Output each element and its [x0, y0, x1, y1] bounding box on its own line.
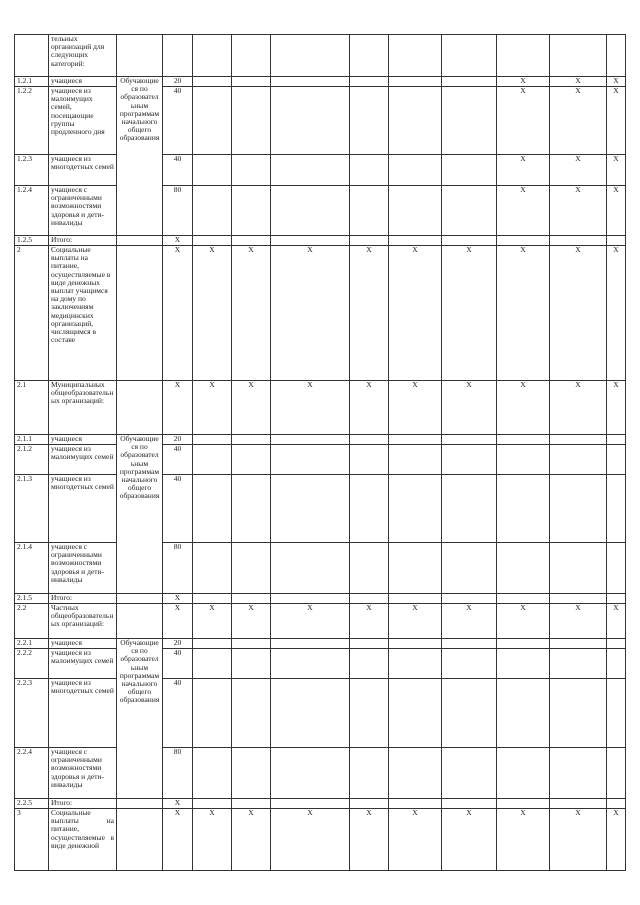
- x-cell: [497, 35, 550, 77]
- row-number: 2.2.5: [15, 799, 49, 809]
- x-cell: X: [497, 381, 550, 435]
- x-cell: [389, 35, 442, 77]
- x-cell: [607, 748, 626, 799]
- x-cell: [350, 35, 389, 77]
- x-cell: [350, 649, 389, 679]
- x-cell: [550, 649, 607, 679]
- x-cell: [193, 748, 232, 799]
- x-cell: [232, 748, 271, 799]
- x-cell: [350, 748, 389, 799]
- row-number: 1.2.2: [15, 87, 49, 155]
- x-cell: X: [550, 809, 607, 871]
- x-cell: X: [550, 246, 607, 381]
- x-cell: [193, 87, 232, 155]
- x-cell: [442, 543, 497, 594]
- x-cell: X: [193, 604, 232, 639]
- row-name: учащиеся из многодетных семей: [49, 475, 117, 543]
- x-cell: X: [193, 809, 232, 871]
- x-cell: [442, 594, 497, 604]
- x-cell: [497, 639, 550, 649]
- percent-cell: X: [163, 604, 193, 639]
- row-number: 2.2.1: [15, 639, 49, 649]
- x-cell: [271, 186, 350, 236]
- table-row: [15, 594, 626, 604]
- x-cell: [550, 679, 607, 748]
- table-body: [15, 35, 626, 871]
- x-cell: [193, 679, 232, 748]
- x-cell: [350, 87, 389, 155]
- x-cell: [193, 35, 232, 77]
- x-cell: [607, 543, 626, 594]
- x-cell: [497, 236, 550, 246]
- x-cell: X: [497, 246, 550, 381]
- category-cell-empty: [117, 381, 163, 435]
- row-number: 2.2.2: [15, 649, 49, 679]
- table-row: [15, 87, 626, 155]
- x-cell: [271, 543, 350, 594]
- x-cell: [442, 186, 497, 236]
- x-cell: [442, 155, 497, 186]
- row-number: 2.1.1: [15, 435, 49, 445]
- x-cell: X: [607, 155, 626, 186]
- row-number: 2.1.4: [15, 543, 49, 594]
- x-cell: [389, 435, 442, 445]
- x-cell: [389, 649, 442, 679]
- x-cell: [389, 475, 442, 543]
- x-cell: [497, 679, 550, 748]
- row-name: учащиеся из малоимущих семей: [49, 649, 117, 679]
- x-cell: [550, 445, 607, 475]
- percent-cell: 20: [163, 435, 193, 445]
- category-cell-empty: [117, 236, 163, 246]
- percent-cell: X: [163, 381, 193, 435]
- table-row: [15, 799, 626, 809]
- row-number: 1.2.4: [15, 186, 49, 236]
- table-row: [15, 155, 626, 186]
- x-cell: X: [271, 809, 350, 871]
- percent-cell: X: [163, 246, 193, 381]
- x-cell: [350, 435, 389, 445]
- percent-cell: 40: [163, 649, 193, 679]
- row-name: учащиеся с ограниченными возможностями здоровья и дети-инвалиды: [49, 186, 117, 236]
- x-cell: X: [442, 381, 497, 435]
- x-cell: X: [497, 77, 550, 87]
- x-cell: [350, 186, 389, 236]
- x-cell: [271, 435, 350, 445]
- row-name: учащиеся с ограниченными возможностями здоровья и дети-инвалиды: [49, 543, 117, 594]
- x-cell: X: [232, 604, 271, 639]
- x-cell: [389, 87, 442, 155]
- x-cell: [607, 594, 626, 604]
- percent-cell: 40: [163, 679, 193, 748]
- x-cell: X: [550, 77, 607, 87]
- x-cell: [550, 475, 607, 543]
- x-cell: [389, 77, 442, 87]
- x-cell: [193, 155, 232, 186]
- x-cell: [389, 679, 442, 748]
- x-cell: [389, 594, 442, 604]
- category-cell-empty: [117, 799, 163, 809]
- x-cell: [350, 679, 389, 748]
- x-cell: [271, 155, 350, 186]
- x-cell: [193, 186, 232, 236]
- x-cell: [232, 77, 271, 87]
- x-cell: [232, 594, 271, 604]
- x-cell: [389, 799, 442, 809]
- x-cell: [193, 77, 232, 87]
- x-cell: [350, 77, 389, 87]
- table-row: [15, 445, 626, 475]
- table-row: [15, 748, 626, 799]
- percent-cell: 20: [163, 639, 193, 649]
- x-cell: [607, 475, 626, 543]
- table-row: [15, 809, 626, 871]
- x-cell: X: [232, 381, 271, 435]
- x-cell: [193, 475, 232, 543]
- x-cell: [607, 679, 626, 748]
- table-row: [15, 246, 626, 381]
- row-name: Муниципальных общеобразовательных организаций:: [49, 381, 117, 435]
- percent-cell: X: [163, 236, 193, 246]
- row-number: [15, 35, 49, 77]
- row-name: учащиеся: [49, 77, 117, 87]
- x-cell: [497, 543, 550, 594]
- table-row: [15, 77, 626, 87]
- x-cell: [442, 77, 497, 87]
- x-cell: X: [232, 809, 271, 871]
- x-cell: X: [550, 87, 607, 155]
- x-cell: [193, 799, 232, 809]
- x-cell: X: [497, 604, 550, 639]
- x-cell: X: [607, 246, 626, 381]
- x-cell: [550, 639, 607, 649]
- x-cell: [442, 475, 497, 543]
- row-name: учащиеся: [49, 639, 117, 649]
- x-cell: [232, 35, 271, 77]
- x-cell: [607, 649, 626, 679]
- table-row: [15, 435, 626, 445]
- table-row: [15, 236, 626, 246]
- x-cell: [271, 679, 350, 748]
- x-cell: [607, 236, 626, 246]
- x-cell: [389, 639, 442, 649]
- x-cell: X: [550, 381, 607, 435]
- percent-cell: [163, 35, 193, 77]
- table-row: [15, 186, 626, 236]
- row-number: 2.1.5: [15, 594, 49, 604]
- row-name: учащиеся из многодетных семей: [49, 155, 117, 186]
- percent-cell: X: [163, 594, 193, 604]
- table-row: [15, 543, 626, 594]
- x-cell: [607, 799, 626, 809]
- row-number: 2.1: [15, 381, 49, 435]
- table-row: [15, 604, 626, 639]
- x-cell: X: [497, 155, 550, 186]
- x-cell: [389, 186, 442, 236]
- x-cell: [607, 639, 626, 649]
- x-cell: [193, 445, 232, 475]
- percent-cell: 20: [163, 77, 193, 87]
- x-cell: [442, 748, 497, 799]
- table-row: [15, 35, 626, 77]
- row-number: 2.2.3: [15, 679, 49, 748]
- x-cell: [442, 445, 497, 475]
- x-cell: [271, 594, 350, 604]
- x-cell: [232, 799, 271, 809]
- percent-cell: 40: [163, 87, 193, 155]
- x-cell: [193, 543, 232, 594]
- row-number: 2.1.3: [15, 475, 49, 543]
- category-cell-empty: [117, 246, 163, 381]
- table-row: [15, 679, 626, 748]
- table-row: [15, 475, 626, 543]
- category-cell: Обучающиеся по образовательным программам начального общего образования: [117, 639, 163, 799]
- x-cell: [232, 445, 271, 475]
- x-cell: [271, 475, 350, 543]
- x-cell: [497, 475, 550, 543]
- x-cell: [350, 236, 389, 246]
- row-name: учащиеся с ограниченными возможностями здоровья и дети-инвалиды: [49, 748, 117, 799]
- x-cell: X: [607, 87, 626, 155]
- x-cell: [193, 649, 232, 679]
- row-name: Частных общеобразовательных организаций:: [49, 604, 117, 639]
- x-cell: X: [350, 381, 389, 435]
- x-cell: [607, 445, 626, 475]
- x-cell: [271, 748, 350, 799]
- x-cell: X: [497, 809, 550, 871]
- percent-cell: 40: [163, 475, 193, 543]
- x-cell: [389, 445, 442, 475]
- percent-cell: X: [163, 809, 193, 871]
- x-cell: [232, 649, 271, 679]
- x-cell: X: [350, 604, 389, 639]
- x-cell: [232, 475, 271, 543]
- percent-cell: 80: [163, 748, 193, 799]
- x-cell: [442, 639, 497, 649]
- x-cell: X: [350, 246, 389, 381]
- x-cell: X: [607, 186, 626, 236]
- x-cell: [232, 155, 271, 186]
- x-cell: [550, 236, 607, 246]
- x-cell: X: [271, 381, 350, 435]
- x-cell: [442, 35, 497, 77]
- x-cell: [350, 799, 389, 809]
- row-number: 3: [15, 809, 49, 871]
- x-cell: X: [497, 186, 550, 236]
- x-cell: [442, 236, 497, 246]
- table-row: [15, 639, 626, 649]
- x-cell: [271, 639, 350, 649]
- x-cell: [442, 679, 497, 748]
- category-cell-empty: [117, 604, 163, 639]
- row-name: Итого:: [49, 799, 117, 809]
- x-cell: X: [607, 604, 626, 639]
- percent-cell: 80: [163, 543, 193, 594]
- percent-cell: 80: [163, 186, 193, 236]
- x-cell: X: [442, 604, 497, 639]
- x-cell: X: [497, 87, 550, 155]
- x-cell: [550, 543, 607, 594]
- x-cell: [271, 35, 350, 77]
- x-cell: [271, 799, 350, 809]
- x-cell: X: [442, 809, 497, 871]
- x-cell: [193, 594, 232, 604]
- x-cell: X: [389, 246, 442, 381]
- x-cell: [232, 236, 271, 246]
- row-name: учащиеся: [49, 435, 117, 445]
- x-cell: [350, 155, 389, 186]
- x-cell: [350, 594, 389, 604]
- x-cell: [442, 799, 497, 809]
- x-cell: [232, 679, 271, 748]
- x-cell: X: [550, 186, 607, 236]
- row-name: Социальные выплаты на питание, осуществляемые в виде денежных выплат учащимся на дому по заключениям медицинских организаций, числящимся в составе: [49, 246, 117, 381]
- x-cell: [497, 649, 550, 679]
- x-cell: [271, 445, 350, 475]
- row-name: Итого:: [49, 594, 117, 604]
- x-cell: X: [232, 246, 271, 381]
- category-cell-empty: [117, 35, 163, 77]
- x-cell: X: [442, 246, 497, 381]
- row-name: учащиеся из малоимущих семей: [49, 445, 117, 475]
- x-cell: [550, 594, 607, 604]
- data-table: [14, 34, 626, 871]
- x-cell: [232, 435, 271, 445]
- x-cell: [232, 639, 271, 649]
- percent-cell: X: [163, 799, 193, 809]
- percent-cell: 40: [163, 155, 193, 186]
- x-cell: X: [607, 77, 626, 87]
- x-cell: [607, 435, 626, 445]
- x-cell: X: [271, 246, 350, 381]
- x-cell: X: [550, 604, 607, 639]
- x-cell: [550, 435, 607, 445]
- x-cell: X: [607, 809, 626, 871]
- category-cell: Обучающиеся по образовательным программам начального общего образования: [117, 77, 163, 236]
- x-cell: [271, 649, 350, 679]
- x-cell: X: [193, 246, 232, 381]
- row-name: Итого:: [49, 236, 117, 246]
- x-cell: [389, 748, 442, 799]
- row-name: учащиеся из малоимущих семей, посещающие группы продленного дня: [49, 87, 117, 155]
- row-number: 2.2.4: [15, 748, 49, 799]
- x-cell: [193, 435, 232, 445]
- x-cell: X: [389, 809, 442, 871]
- row-number: 2.2: [15, 604, 49, 639]
- x-cell: X: [389, 381, 442, 435]
- table-row: [15, 649, 626, 679]
- x-cell: [497, 594, 550, 604]
- x-cell: [389, 155, 442, 186]
- x-cell: [550, 799, 607, 809]
- category-cell: Обучающиеся по образовательным программам начального общего образования: [117, 435, 163, 594]
- x-cell: X: [389, 604, 442, 639]
- x-cell: [232, 186, 271, 236]
- x-cell: [550, 748, 607, 799]
- table-row: [15, 381, 626, 435]
- category-cell-empty: [117, 594, 163, 604]
- x-cell: [389, 543, 442, 594]
- x-cell: [607, 35, 626, 77]
- x-cell: [271, 236, 350, 246]
- x-cell: X: [607, 381, 626, 435]
- row-number: 2: [15, 246, 49, 381]
- row-number: 1.2.3: [15, 155, 49, 186]
- x-cell: [193, 639, 232, 649]
- x-cell: X: [550, 155, 607, 186]
- x-cell: [350, 445, 389, 475]
- x-cell: [497, 748, 550, 799]
- x-cell: [232, 87, 271, 155]
- x-cell: [389, 236, 442, 246]
- row-name: учащиеся из многодетных семей: [49, 679, 117, 748]
- x-cell: [442, 87, 497, 155]
- row-number: 1.2.1: [15, 77, 49, 87]
- category-cell-empty: [117, 809, 163, 871]
- row-name: тельных организаций для следующих категорий:: [49, 35, 117, 77]
- row-number: 1.2.5: [15, 236, 49, 246]
- row-name: Социальные выплаты на питание, осуществляемые в виде денежной: [49, 809, 117, 871]
- x-cell: [550, 35, 607, 77]
- x-cell: [350, 639, 389, 649]
- x-cell: X: [271, 604, 350, 639]
- x-cell: [232, 543, 271, 594]
- x-cell: [350, 475, 389, 543]
- x-cell: [497, 435, 550, 445]
- row-number: 2.1.2: [15, 445, 49, 475]
- x-cell: [193, 236, 232, 246]
- x-cell: [271, 87, 350, 155]
- x-cell: [442, 649, 497, 679]
- x-cell: [271, 77, 350, 87]
- x-cell: [497, 799, 550, 809]
- x-cell: [350, 543, 389, 594]
- x-cell: [497, 445, 550, 475]
- x-cell: X: [350, 809, 389, 871]
- percent-cell: 40: [163, 445, 193, 475]
- x-cell: X: [193, 381, 232, 435]
- x-cell: [442, 435, 497, 445]
